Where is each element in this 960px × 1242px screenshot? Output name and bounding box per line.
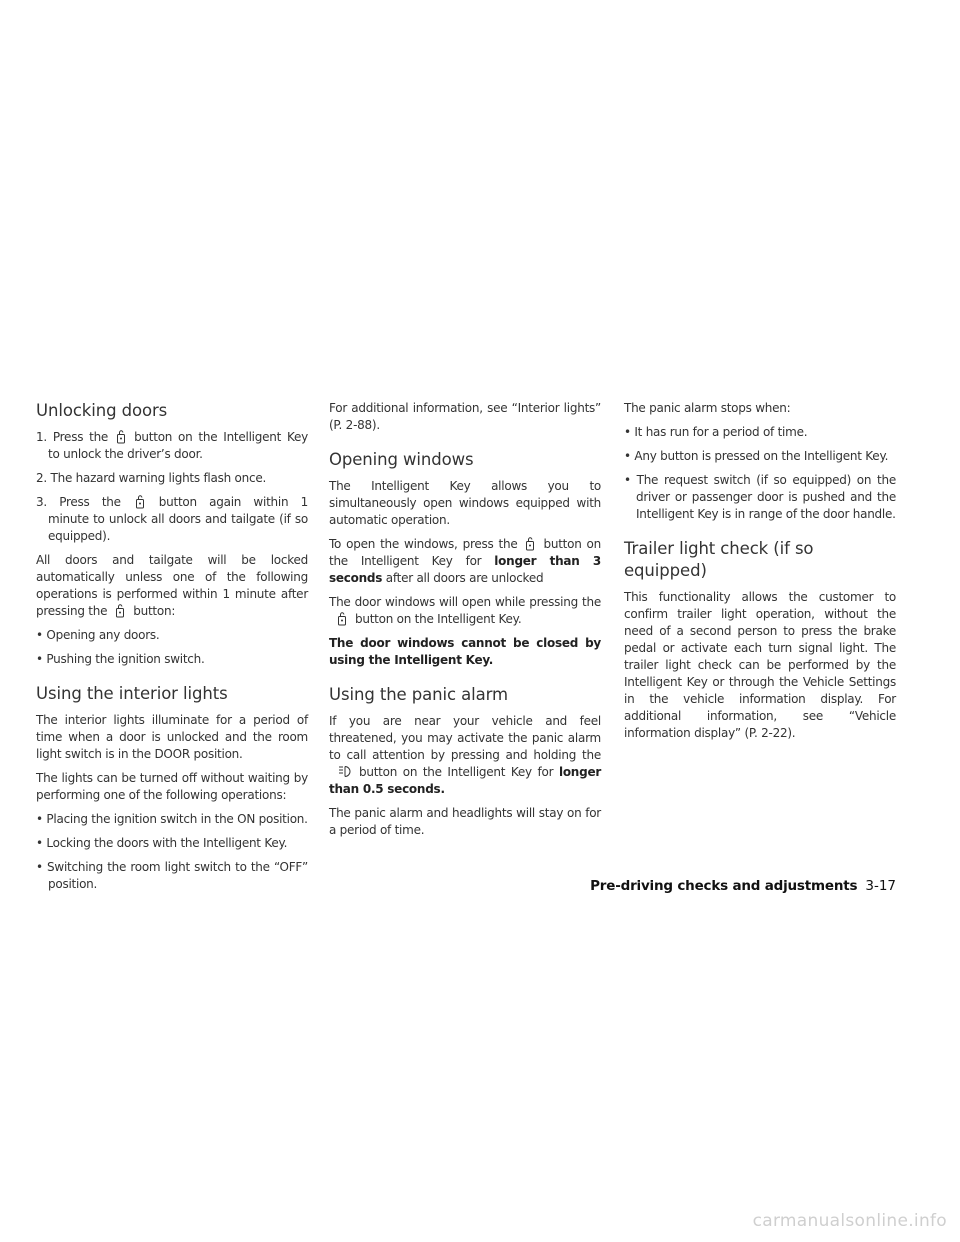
page-number: 3-17 [865, 878, 896, 894]
interior-lights-paragraph-2: The lights can be turned off without waiting by performing one of the following operations: [36, 771, 308, 802]
list-item: • Any button is pressed on the Intelligent Key. [624, 449, 889, 463]
step-3: 3. Press the button again within 1 minute to unlock all doors and tailgate (if so equipped). [36, 495, 308, 543]
column-right [624, 400, 896, 749]
list-item: • Opening any doors. [36, 628, 160, 642]
opening-windows-warning: The door windows cannot be closed by using the Intelligent Key. [329, 636, 601, 667]
heading-opening-windows: Opening windows [329, 450, 474, 469]
list-item: • Pushing the ignition switch. [36, 652, 205, 666]
list-item: • Switching the room light switch to the “OFF” position. [36, 860, 308, 891]
heading-panic-alarm: Using the panic alarm [329, 685, 508, 704]
page-footer [566, 876, 896, 896]
panic-alarm-paragraph-1: If you are near your vehicle and feel threatened, you may activate the panic alarm to call attention by pressing and holding the button on the Intelligent Key for longer than 0.5 seconds. [329, 714, 601, 796]
panic-alarm-icon [337, 764, 351, 779]
unlock-key-icon [337, 611, 347, 626]
heading-trailer-light-check: Trailer light check (if so equipped) [624, 539, 814, 580]
footer-section-title: Pre-driving checks and adjustments [590, 878, 858, 894]
list-item: • It has run for a period of time. [624, 425, 808, 439]
opening-windows-paragraph-3: The door windows will open while pressing the button on the Intelligent Key. [329, 595, 601, 626]
step-2: 2. The hazard warning lights flash once. [36, 471, 267, 485]
watermark: carmanualsonline.info [752, 1211, 947, 1231]
list-item: • Placing the ignition switch in the ON position. [36, 812, 308, 826]
panic-alarm-stops-intro: The panic alarm stops when: [624, 401, 791, 415]
trailer-light-paragraph: This functionality allows the customer to confirm trailer light operation, without the need of a second person to press the brake pedal or activate each turn signal light. The trailer light check can be performed by the Intelligent Key or through the Vehicle Settings in the vehicle information display. For additional information, see “Vehicle information display” (P. 2-22). [624, 590, 896, 740]
interior-lights-paragraph-1: The interior lights illuminate for a period of time when a door is unlocked and the room light switch is in the DOOR position. [36, 713, 308, 761]
step-1: 1. Press the button on the Intelligent Key to unlock the driver’s door. [36, 430, 308, 461]
unlock-key-icon [115, 603, 125, 618]
list-item: • Locking the doors with the Intelligent Key. [36, 836, 288, 850]
opening-windows-paragraph-2: To open the windows, press the button on the Intelligent Key for longer than 3 seconds after all doors are unlocked [329, 537, 601, 585]
auto-lock-paragraph: All doors and tailgate will be locked automatically unless one of the following operations is performed within 1 minute after pressing the button: [36, 553, 308, 618]
opening-windows-paragraph-1: The Intelligent Key allows you to simultaneously open windows equipped with automatic operation. [329, 479, 601, 527]
panic-alarm-paragraph-2: The panic alarm and headlights will stay on for a period of time. [329, 806, 601, 837]
list-item: • The request switch (if so equipped) on the driver or passenger door is pushed and the Intelligent Key is in range of the door handle. [624, 473, 896, 521]
heading-unlocking-doors: Unlocking doors [36, 401, 168, 420]
unlock-key-icon [525, 536, 535, 551]
interior-lights-reference: For additional information, see “Interior lights” (P. 2-88). [329, 401, 601, 432]
unlock-key-icon [116, 429, 126, 444]
unlock-key-icon [135, 494, 145, 509]
heading-interior-lights: Using the interior lights [36, 684, 228, 703]
column-middle [329, 400, 601, 846]
column-left [36, 400, 308, 900]
